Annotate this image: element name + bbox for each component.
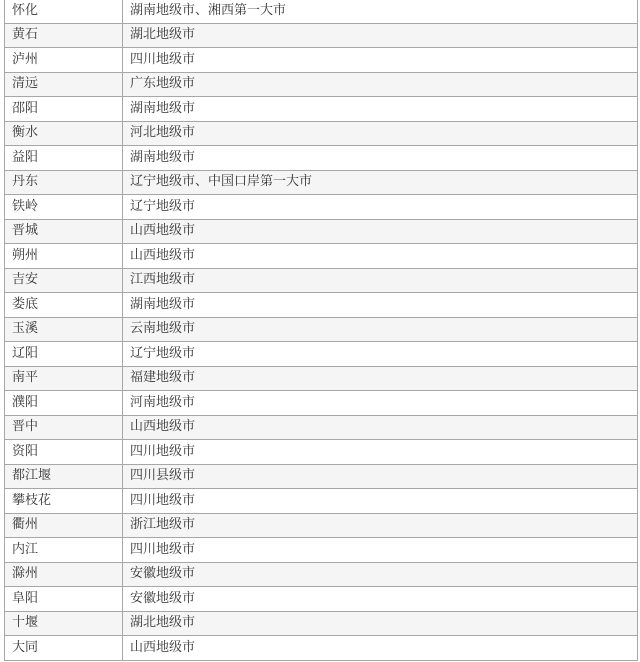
city-name-cell: 朔州 xyxy=(5,244,123,269)
city-description-cell: 山西地级市 xyxy=(123,636,638,661)
table-row xyxy=(5,562,638,587)
city-description-cell: 湖北地级市 xyxy=(123,611,638,636)
city-description-cell: 浙江地级市 xyxy=(123,513,638,538)
city-table-body xyxy=(5,0,638,660)
city-name-cell: 资阳 xyxy=(5,440,123,465)
city-description-cell: 福建地级市 xyxy=(123,366,638,391)
city-description-cell: 四川地级市 xyxy=(123,48,638,73)
city-description-cell: 四川地级市 xyxy=(123,489,638,514)
city-name-cell: 邵阳 xyxy=(5,97,123,122)
table-row xyxy=(5,244,638,269)
city-name-cell: 泸州 xyxy=(5,48,123,73)
city-description-cell: 四川地级市 xyxy=(123,538,638,563)
city-name-cell: 玉溪 xyxy=(5,317,123,342)
city-description-cell: 安徽地级市 xyxy=(123,587,638,612)
table-row xyxy=(5,366,638,391)
city-name-cell: 南平 xyxy=(5,366,123,391)
city-description-cell: 河北地级市 xyxy=(123,121,638,146)
city-table-container xyxy=(4,0,637,661)
city-description-cell: 山西地级市 xyxy=(123,415,638,440)
city-name-cell: 益阳 xyxy=(5,146,123,171)
table-row xyxy=(5,464,638,489)
table-row xyxy=(5,219,638,244)
city-name-cell: 衡水 xyxy=(5,121,123,146)
table-row xyxy=(5,391,638,416)
city-name-cell: 大同 xyxy=(5,636,123,661)
table-row xyxy=(5,23,638,48)
city-name-cell: 娄底 xyxy=(5,293,123,318)
city-name-cell: 黄石 xyxy=(5,23,123,48)
table-row xyxy=(5,440,638,465)
city-name-cell: 辽阳 xyxy=(5,342,123,367)
city-description-cell: 云南地级市 xyxy=(123,317,638,342)
table-row xyxy=(5,538,638,563)
city-description-cell: 四川县级市 xyxy=(123,464,638,489)
city-name-cell: 怀化 xyxy=(5,0,123,23)
table-row xyxy=(5,317,638,342)
city-name-cell: 阜阳 xyxy=(5,587,123,612)
city-description-cell: 河南地级市 xyxy=(123,391,638,416)
table-row xyxy=(5,636,638,661)
city-description-cell: 湖南地级市 xyxy=(123,293,638,318)
table-row xyxy=(5,0,638,23)
city-name-cell: 吉安 xyxy=(5,268,123,293)
table-row xyxy=(5,611,638,636)
city-description-cell: 广东地级市 xyxy=(123,72,638,97)
city-name-cell: 攀枝花 xyxy=(5,489,123,514)
table-row xyxy=(5,170,638,195)
table-row xyxy=(5,97,638,122)
city-description-cell: 辽宁地级市 xyxy=(123,195,638,220)
city-name-cell: 濮阳 xyxy=(5,391,123,416)
city-description-cell: 安徽地级市 xyxy=(123,562,638,587)
city-description-cell: 湖南地级市、湘西第一大市 xyxy=(123,0,638,23)
table-row xyxy=(5,513,638,538)
city-name-cell: 晋城 xyxy=(5,219,123,244)
city-name-cell: 清远 xyxy=(5,72,123,97)
table-row xyxy=(5,293,638,318)
table-row xyxy=(5,415,638,440)
city-name-cell: 晋中 xyxy=(5,415,123,440)
city-name-cell: 衢州 xyxy=(5,513,123,538)
city-description-cell: 湖北地级市 xyxy=(123,23,638,48)
city-description-cell: 四川地级市 xyxy=(123,440,638,465)
table-row xyxy=(5,121,638,146)
city-description-cell: 山西地级市 xyxy=(123,219,638,244)
city-name-cell: 十堰 xyxy=(5,611,123,636)
table-row xyxy=(5,587,638,612)
city-name-cell: 内江 xyxy=(5,538,123,563)
city-description-cell: 湖南地级市 xyxy=(123,146,638,171)
table-row xyxy=(5,48,638,73)
city-name-cell: 丹东 xyxy=(5,170,123,195)
city-name-cell: 都江堰 xyxy=(5,464,123,489)
table-row xyxy=(5,268,638,293)
city-description-cell: 辽宁地级市 xyxy=(123,342,638,367)
table-row xyxy=(5,146,638,171)
city-description-cell: 山西地级市 xyxy=(123,244,638,269)
city-description-cell: 江西地级市 xyxy=(123,268,638,293)
city-description-cell: 辽宁地级市、中国口岸第一大市 xyxy=(123,170,638,195)
table-row xyxy=(5,342,638,367)
city-name-cell: 滁州 xyxy=(5,562,123,587)
city-name-cell: 铁岭 xyxy=(5,195,123,220)
city-description-cell: 湖南地级市 xyxy=(123,97,638,122)
city-table xyxy=(4,0,638,661)
table-row xyxy=(5,489,638,514)
table-row xyxy=(5,72,638,97)
table-row xyxy=(5,195,638,220)
